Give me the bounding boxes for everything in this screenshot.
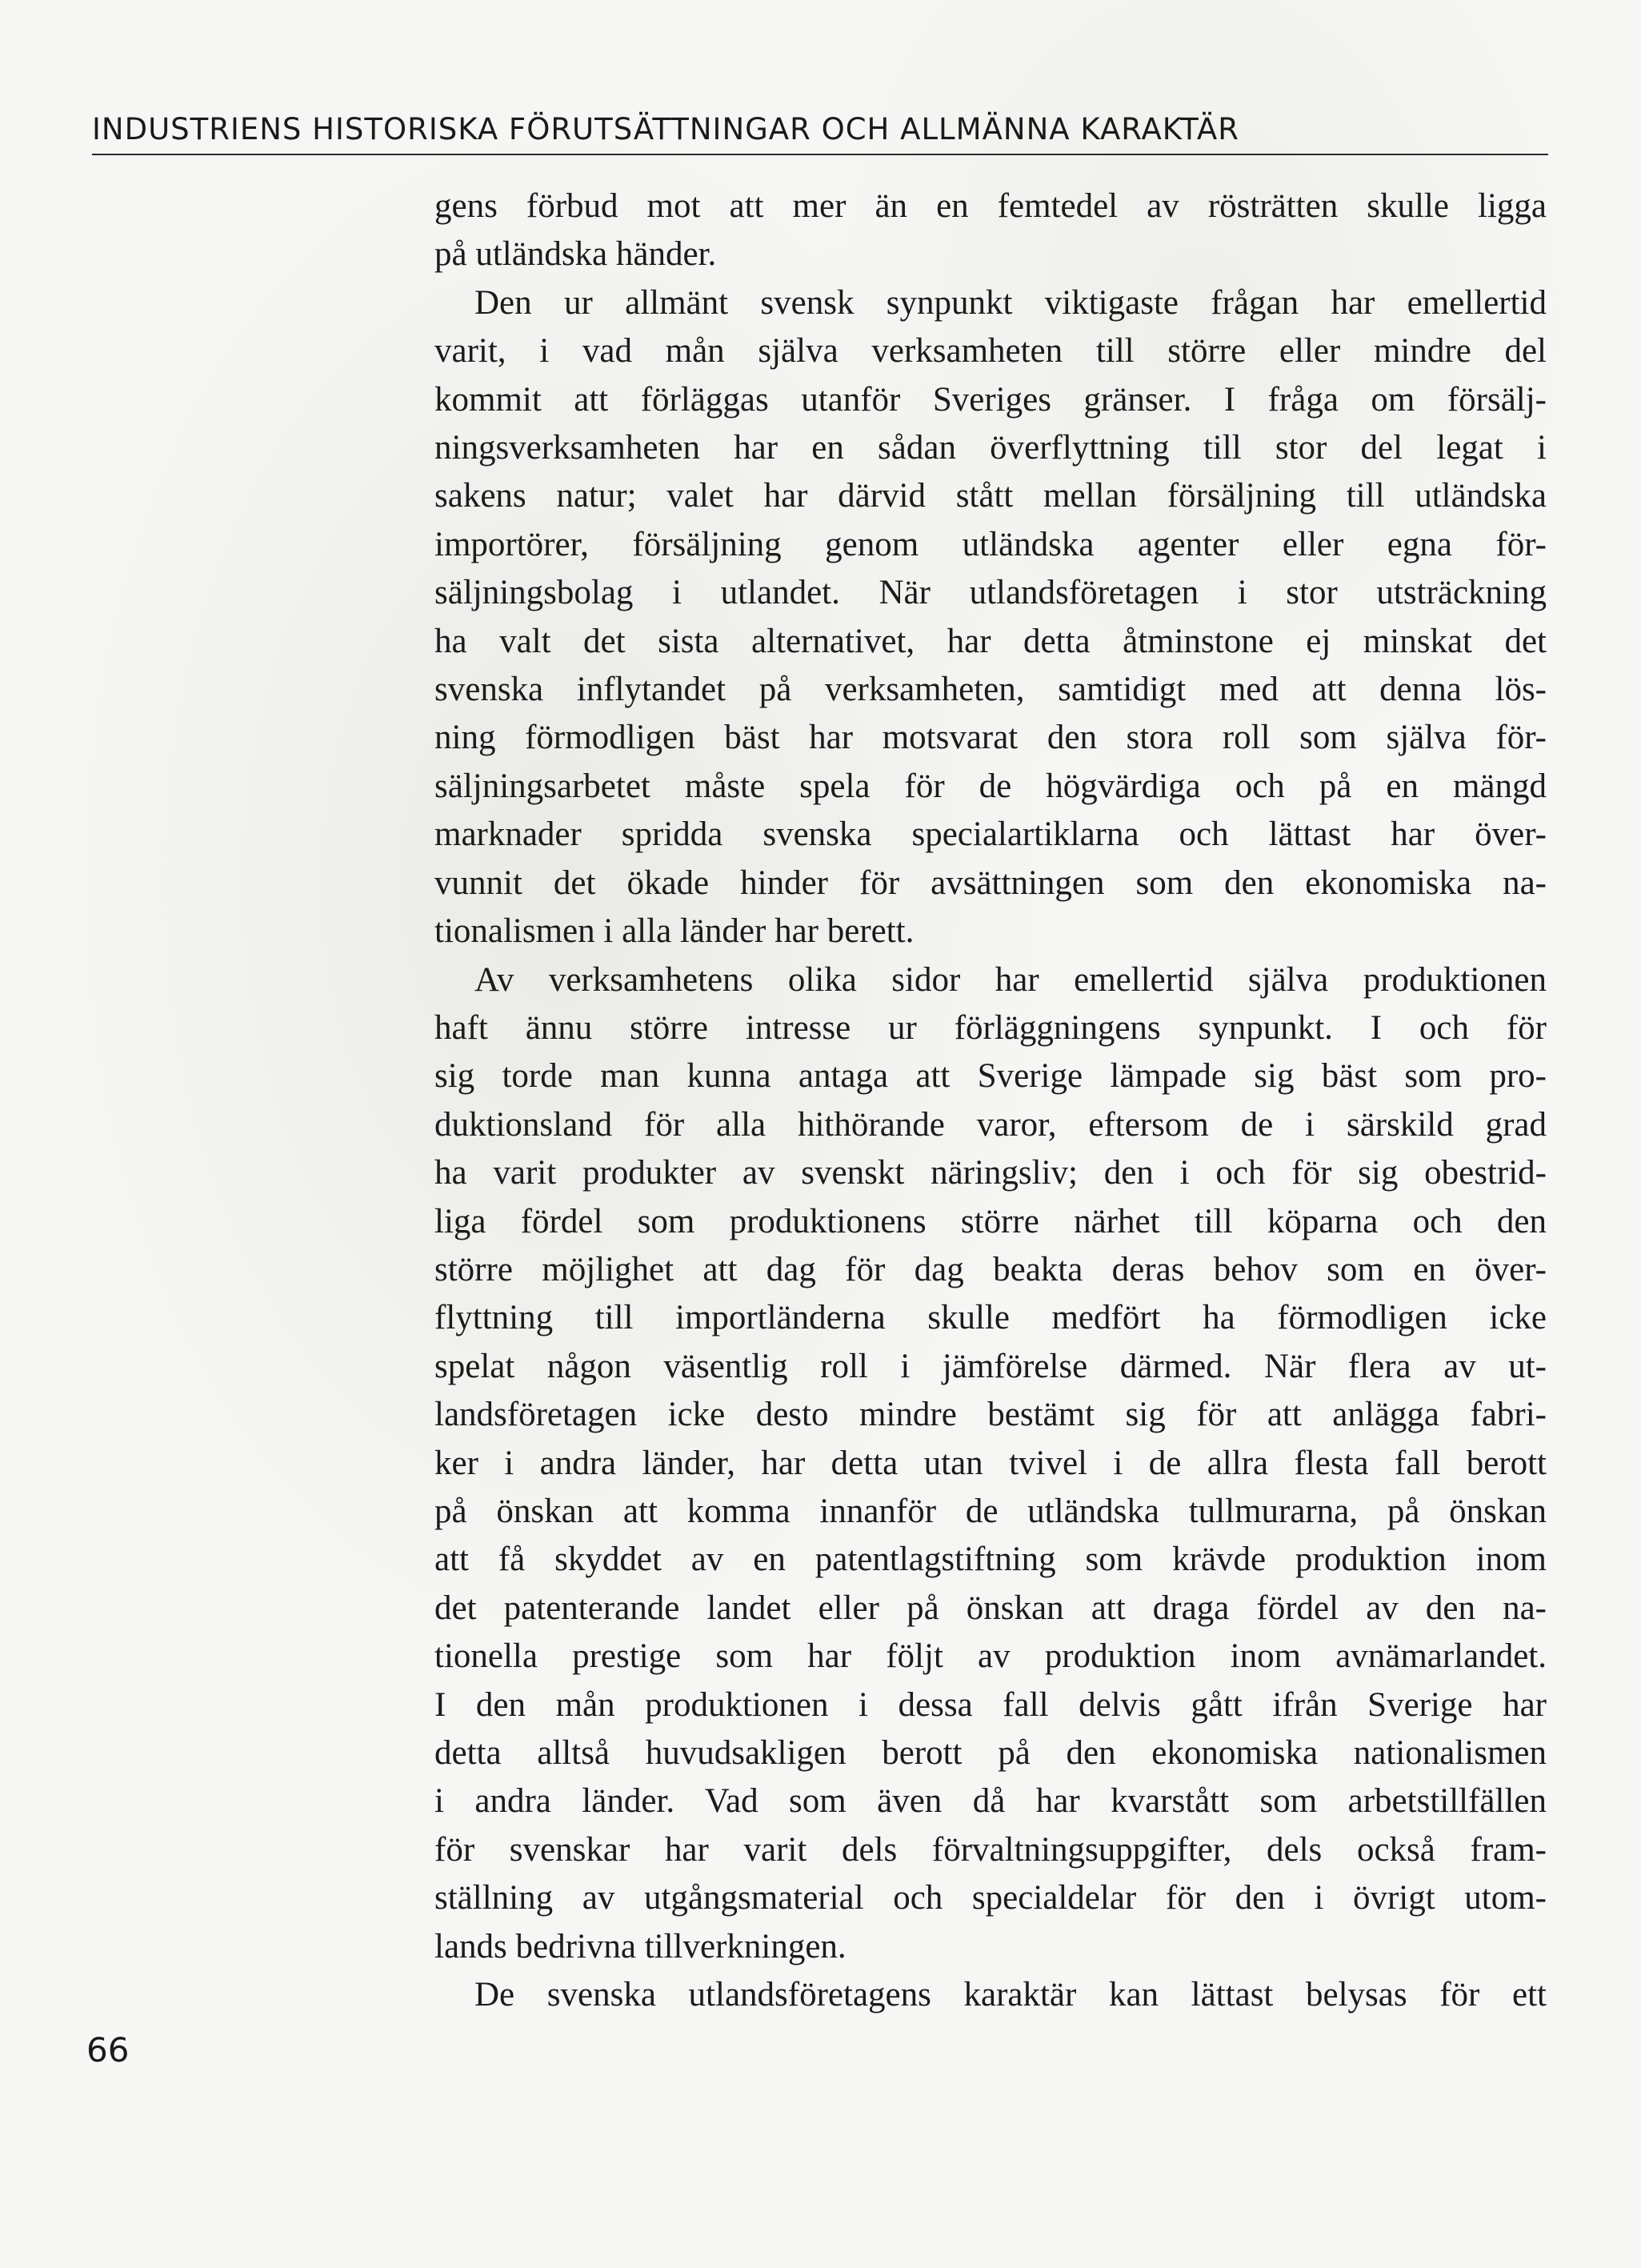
running-header: INDUSTRIENS HISTORISKA FÖRUTSÄTTNINGAR OCH ALLMÄNNA KARAKTÄR [92,112,1239,146]
text-line: gens förbud mot att mer än en femtedel av rösträtten skulle ligga [434,187,1547,225]
text-line: tionella prestige som har följt av produktion inom avnämarlandet. [434,1637,1547,1676]
text-line: landsföretagen icke desto mindre bestämt sig för att anlägga fabri- [434,1396,1547,1434]
text-line: I den mån produktionen i dessa fall delvis gått ifrån Sverige har [434,1685,1547,1724]
text-line: spelat någon väsentlig roll i jämförelse därmed. När flera av ut- [434,1347,1547,1385]
text-line: importörer, försäljning genom utländska agenter eller egna för- [434,525,1547,563]
text-line: sig torde man kunna antaga att Sverige lämpade sig bäst som pro- [434,1057,1547,1096]
text-line: det patenterande landet eller på önskan att draga fördel av den na- [434,1589,1547,1627]
text-line: ker i andra länder, har detta utan tvivel i de allra flesta fall berott [434,1444,1547,1482]
text-line: varit, i vad mån själva verksamheten till större eller mindre del [434,332,1547,371]
text-line: på önskan att komma innanför de utländska tullmurarna, på önskan [434,1492,1547,1530]
text-line: Den ur allmänt svensk synpunkt viktigaste frågan har emellertid [474,283,1547,322]
text-line: tionalismen i alla länder har berett. [434,912,915,951]
text-line: sakens natur; valet har därvid stått mellan försäljning till utländska [434,477,1547,515]
text-line: vunnit det ökade hinder för avsättningen som den ekonomiska na- [434,864,1547,902]
text-line: liga fördel som produktionens större närhet till köparna och den [434,1202,1547,1240]
text-line: ställning av utgångsmaterial och specialdelar för den i övrigt utom- [434,1879,1547,1917]
text-line: på utländska händer. [434,235,717,274]
page-number: 66 [86,2030,130,2070]
text-line: detta alltså huvudsakligen berott på den ekonomiska nationalismen [434,1734,1547,1772]
text-line: i andra länder. Vad som även då har kvarstått som arbetstillfällen [434,1782,1547,1821]
text-line: att få skyddet av en patentlagstiftning som krävde produktion inom [434,1541,1547,1579]
text-line: säljningsarbetet måste spela för de högvärdiga och på en mängd [434,767,1547,805]
text-line: ha valt det sista alternativet, har detta åtminstone ej minskat det [434,622,1547,660]
text-line: ningsverksamheten har en sådan överflyttning till stor del legat i [434,429,1547,467]
text-line: haft ännu större intresse ur förläggningens synpunkt. I och för [434,1008,1547,1047]
text-line: flyttning till importländerna skulle medfört ha förmodligen icke [434,1299,1547,1337]
text-line: kommit att förläggas utanför Sveriges gränser. I fråga om försälj- [434,380,1547,419]
text-line: ha varit produkter av svenskt näringsliv; den i och för sig obestrid- [434,1154,1547,1192]
text-line: svenska inflytandet på verksamheten, samtidigt med att denna lös- [434,671,1547,709]
header-rule [92,154,1548,155]
text-line: duktionsland för alla hithörande varor, eftersom de i särskild grad [434,1105,1547,1144]
text-line: säljningsbolag i utlandet. När utlandsföretagen i stor utsträckning [434,574,1547,612]
text-line: ning förmodligen bäst har motsvarat den stora roll som själva för- [434,719,1547,757]
text-line: marknader spridda svenska specialartiklarna och lättast har över- [434,815,1547,854]
text-line: större möjlighet att dag för dag beakta deras behov som en över- [434,1250,1547,1288]
body-text [434,182,1547,2019]
text-line: De svenska utlandsföretagens karaktär kan lättast belysas för ett [474,1976,1547,2014]
text-line: för svenskar har varit dels förvaltningsuppgifter, dels också fram- [434,1830,1547,1869]
text-line: Av verksamhetens olika sidor har emellertid själva produktionen [474,960,1547,999]
text-line: lands bedrivna tillverkningen. [434,1927,847,1965]
